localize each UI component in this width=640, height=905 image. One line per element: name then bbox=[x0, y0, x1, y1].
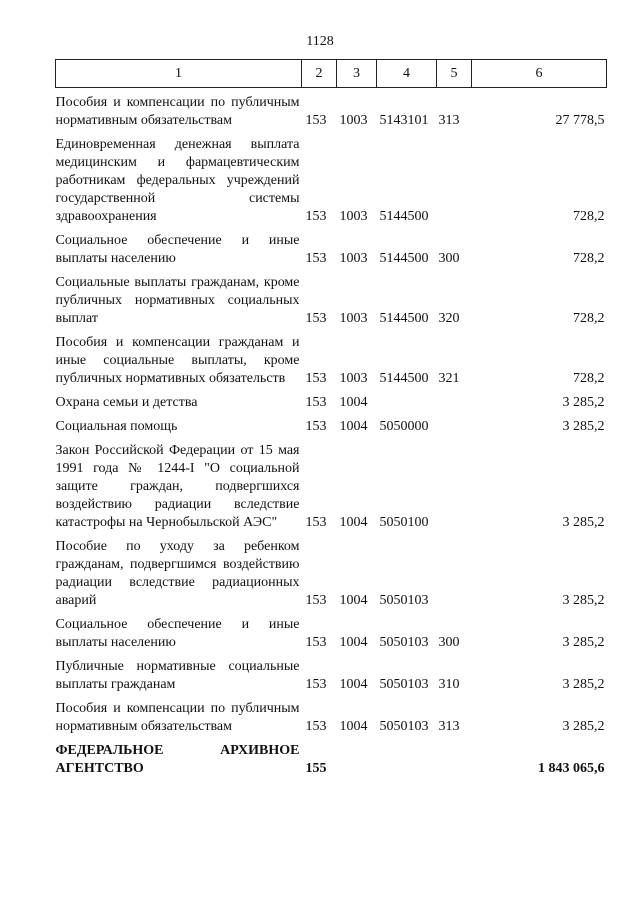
header-col-3: 3 bbox=[337, 60, 377, 88]
row-article-code: 5050103 bbox=[379, 593, 429, 608]
row-article-code: 5144500 bbox=[379, 371, 429, 386]
row-amount: 3 285,2 bbox=[562, 677, 605, 692]
row-admin-code: 153 bbox=[305, 419, 327, 434]
table-row bbox=[56, 130, 607, 226]
row-article-code: 5144500 bbox=[379, 209, 429, 224]
row-section-code bbox=[337, 736, 377, 778]
table-row bbox=[56, 610, 607, 652]
row-expense-type bbox=[437, 388, 472, 412]
row-admin-code: 153 bbox=[305, 635, 327, 650]
row-section-code: 1004 bbox=[339, 635, 368, 650]
row-admin-code: 153 bbox=[305, 113, 327, 128]
row-article-code: 5143101 bbox=[379, 113, 429, 128]
table-row bbox=[56, 736, 607, 778]
row-amount: 1 843 065,6 bbox=[538, 761, 605, 776]
row-article-code: 5050103 bbox=[379, 719, 429, 734]
table-row bbox=[56, 388, 607, 412]
row-amount: 3 285,2 bbox=[562, 515, 605, 530]
row-name: Социальное обеспечение и иные выплаты населению bbox=[55, 617, 300, 650]
row-amount: 3 285,2 bbox=[562, 719, 605, 734]
page-number: 1128 bbox=[306, 34, 334, 49]
row-admin-code: 153 bbox=[305, 515, 327, 530]
header-col-6: 6 bbox=[472, 60, 607, 88]
row-section-code: 1003 bbox=[339, 371, 368, 386]
row-expense-type: 313 bbox=[438, 719, 460, 734]
table-row bbox=[56, 226, 607, 268]
row-name: Закон Российской Федерации от 15 мая 1991 года № 1244-I "О социальной защите граждан, подвергшихся воздействию радиации вследствие катастрофы на Чернобыльской АЭС" bbox=[55, 443, 300, 530]
row-expense-type bbox=[437, 436, 472, 532]
row-article-code bbox=[377, 736, 437, 778]
table-row bbox=[56, 694, 607, 736]
row-amount: 3 285,2 bbox=[562, 635, 605, 650]
row-section-code: 1003 bbox=[339, 209, 368, 224]
row-admin-code: 153 bbox=[305, 593, 327, 608]
row-article-code: 5050000 bbox=[379, 419, 429, 434]
row-name: Пособия и компенсации по публичным нормативным обязательствам bbox=[55, 701, 300, 734]
row-name: Пособия и компенсации гражданам и иные социальные выплаты, кроме публичных нормативных обязательств bbox=[55, 335, 300, 386]
row-name: Единовременная денежная выплата медицинским и фармацевтическим работникам федеральных учреждений государственной системы здравоохранения bbox=[55, 137, 300, 224]
row-admin-code: 153 bbox=[305, 677, 327, 692]
row-expense-type: 321 bbox=[438, 371, 460, 386]
row-amount: 3 285,2 bbox=[562, 395, 605, 410]
row-article-code: 5050100 bbox=[379, 515, 429, 530]
row-article-code: 5144500 bbox=[379, 251, 429, 266]
row-section-code: 1004 bbox=[339, 677, 368, 692]
row-expense-type bbox=[437, 412, 472, 436]
row-amount: 3 285,2 bbox=[562, 593, 605, 608]
row-section-code: 1004 bbox=[339, 419, 368, 434]
row-amount: 728,2 bbox=[573, 311, 605, 326]
row-expense-type: 310 bbox=[438, 677, 460, 692]
header-col-5: 5 bbox=[437, 60, 472, 88]
row-admin-code: 153 bbox=[305, 719, 327, 734]
row-name: Социальные выплаты гражданам, кроме публичных нормативных социальных выплат bbox=[55, 275, 300, 326]
row-admin-code: 155 bbox=[305, 761, 327, 776]
row-admin-code: 153 bbox=[305, 311, 327, 326]
table-row bbox=[56, 436, 607, 532]
row-expense-type: 300 bbox=[438, 251, 460, 266]
row-section-code: 1003 bbox=[339, 113, 368, 128]
row-section-code: 1004 bbox=[339, 515, 368, 530]
row-admin-code: 153 bbox=[305, 209, 327, 224]
header-col-1: 1 bbox=[56, 60, 302, 88]
row-name: Социальная помощь bbox=[55, 419, 178, 434]
row-expense-type bbox=[437, 736, 472, 778]
table-header-row bbox=[56, 60, 607, 88]
row-amount: 728,2 bbox=[573, 371, 605, 386]
table-row bbox=[56, 652, 607, 694]
row-expense-type: 320 bbox=[438, 311, 460, 326]
row-name: Охрана семьи и детства bbox=[55, 395, 198, 410]
row-section-code: 1004 bbox=[339, 395, 368, 410]
row-amount: 27 778,5 bbox=[555, 113, 605, 128]
row-expense-type bbox=[437, 532, 472, 610]
header-col-2: 2 bbox=[302, 60, 337, 88]
row-name: Социальное обеспечение и иные выплаты населению bbox=[55, 233, 300, 266]
row-article-code bbox=[377, 388, 437, 412]
row-section-code: 1003 bbox=[339, 311, 368, 326]
row-name: ФЕДЕРАЛЬНОЕ АРХИВНОЕ АГЕНТСТВО bbox=[55, 743, 300, 776]
row-name: Пособия и компенсации по публичным нормативным обязательствам bbox=[55, 95, 300, 128]
row-expense-type bbox=[437, 130, 472, 226]
row-amount: 728,2 bbox=[573, 209, 605, 224]
table-row bbox=[56, 268, 607, 328]
row-section-code: 1004 bbox=[339, 593, 368, 608]
row-amount: 3 285,2 bbox=[562, 419, 605, 434]
table-row bbox=[56, 88, 607, 131]
row-section-code: 1004 bbox=[339, 719, 368, 734]
row-article-code: 5050103 bbox=[379, 635, 429, 650]
table-row bbox=[56, 532, 607, 610]
row-admin-code: 153 bbox=[305, 371, 327, 386]
row-admin-code: 153 bbox=[305, 251, 327, 266]
row-admin-code: 153 bbox=[305, 395, 327, 410]
budget-table bbox=[55, 59, 607, 778]
row-name: Пособие по уходу за ребенком гражданам, подвергшимся воздействию радиации вследствие радиационных аварий bbox=[55, 539, 300, 608]
row-article-code: 5144500 bbox=[379, 311, 429, 326]
row-name: Публичные нормативные социальные выплаты гражданам bbox=[55, 659, 300, 692]
row-section-code: 1003 bbox=[339, 251, 368, 266]
row-expense-type: 313 bbox=[438, 113, 460, 128]
row-article-code: 5050103 bbox=[379, 677, 429, 692]
row-expense-type: 300 bbox=[438, 635, 460, 650]
table-row bbox=[56, 328, 607, 388]
table-body bbox=[56, 88, 607, 779]
table-row bbox=[56, 412, 607, 436]
header-col-4: 4 bbox=[377, 60, 437, 88]
row-amount: 728,2 bbox=[573, 251, 605, 266]
